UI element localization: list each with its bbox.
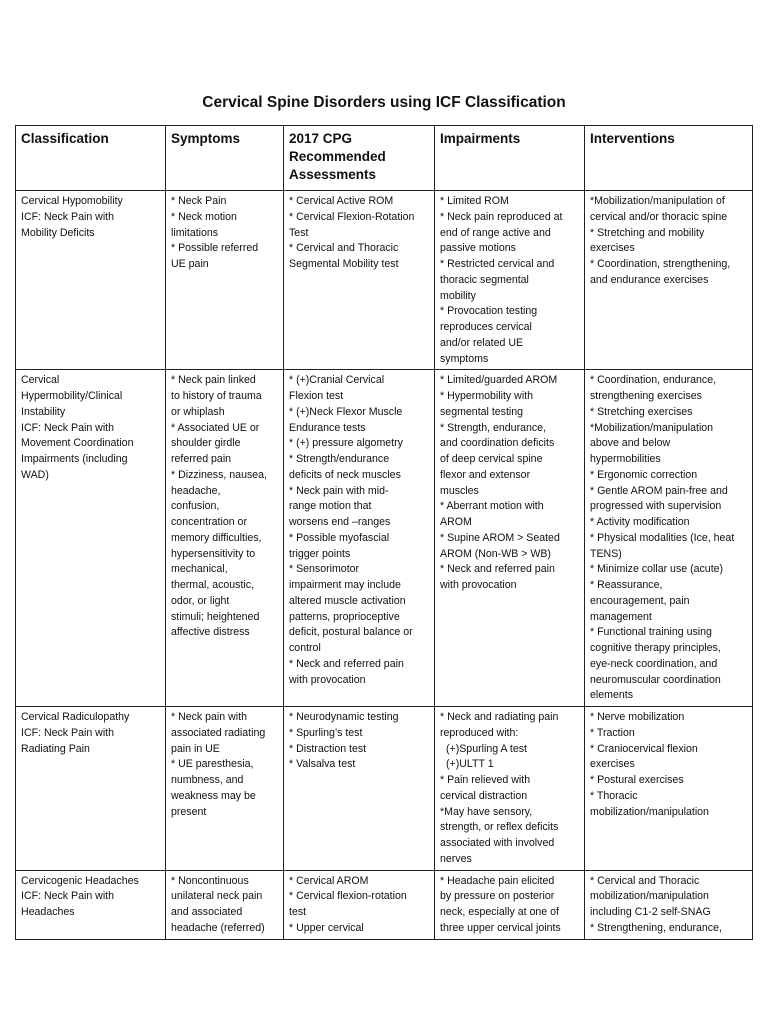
cell-line: Movement Coordination xyxy=(21,437,134,450)
cell-line: mechanical, xyxy=(171,563,228,576)
header-interventions xyxy=(585,126,753,191)
cell-line: strength, or reflex deficits xyxy=(440,821,559,834)
cell-line: * Functional training using xyxy=(590,626,712,639)
cell-line: * Restricted cervical and xyxy=(440,258,555,270)
cell-line: with provocation xyxy=(440,579,517,591)
header-classification xyxy=(16,126,166,191)
cell-line: concentration or xyxy=(171,516,247,528)
cell-line: * Cervical flexion-rotation xyxy=(289,890,407,903)
cell-line: * Limited ROM xyxy=(440,195,509,207)
header-line: Symptoms xyxy=(171,131,241,146)
cell-line: * Neck and referred pain xyxy=(440,563,555,576)
header-assessments xyxy=(284,126,435,191)
cell-line: UE pain xyxy=(171,258,209,270)
cell-line: to history of trauma xyxy=(171,390,262,402)
cell-interventions xyxy=(585,707,753,871)
cell-impairments xyxy=(435,191,585,370)
cell-interventions xyxy=(585,191,753,370)
cell-line: * Physical modalities (Ice, heat xyxy=(590,531,735,544)
cell-line: Cervical Radiculopathy xyxy=(21,711,130,723)
cell-line: mobilization/manipulation xyxy=(590,805,709,818)
cell-line: thoracic segmental xyxy=(440,273,529,286)
cell-line: associated radiating xyxy=(171,726,266,739)
cell-line: end of range active and xyxy=(440,226,551,239)
cell-line: memory difficulties, xyxy=(171,531,262,544)
cell-line: Hypermobility/Clinical xyxy=(21,390,123,402)
cell-line: Flexion test xyxy=(289,390,344,402)
cell-symptoms xyxy=(166,707,284,871)
cell-impairments xyxy=(435,707,585,871)
cell-line: progressed with supervision xyxy=(590,500,722,513)
cell-line: of deep cervical spine xyxy=(440,453,543,465)
cell-line: encouragement, pain xyxy=(590,594,690,607)
table-row xyxy=(16,191,753,370)
cell-line: * Distraction test xyxy=(289,742,367,755)
cell-line: Instability xyxy=(21,405,66,418)
cell-line: hypersensitivity to xyxy=(171,547,256,560)
cell-classification xyxy=(16,870,166,939)
cell-line: mobilization/manipulation xyxy=(590,890,709,903)
cell-line: pain in UE xyxy=(171,742,220,755)
cell-line: shoulder girdle xyxy=(171,437,241,450)
cell-line: and associated xyxy=(171,906,243,918)
cell-line: * Supine AROM > Seated xyxy=(440,531,560,544)
cell-classification xyxy=(16,707,166,871)
cell-line: including C1-2 self-SNAG xyxy=(590,906,711,918)
cell-line: management xyxy=(590,610,652,623)
cell-line: * Neck and radiating pain xyxy=(440,711,559,723)
cell-line: elements xyxy=(590,689,633,702)
cell-line: Cervical xyxy=(21,374,60,387)
header-line: Assessments xyxy=(289,167,377,182)
cell-line: * Neck and referred pain xyxy=(289,657,404,670)
cell-symptoms xyxy=(166,870,284,939)
cell-line: *Mobilization/manipulation xyxy=(590,421,714,434)
cell-assessments xyxy=(284,707,435,871)
cell-line: Headaches xyxy=(21,906,75,918)
cell-line: deficits of neck muscles xyxy=(289,468,401,481)
table-row xyxy=(16,870,753,939)
cell-line: neck, especially at one of xyxy=(440,906,559,918)
cell-line: Endurance tests xyxy=(289,421,366,434)
cell-line: * Gentle AROM pain-free and xyxy=(590,484,728,497)
cell-line: mobility xyxy=(440,289,476,302)
cell-line: Mobility Deficits xyxy=(21,226,95,239)
cell-line: * Reassurance, xyxy=(590,579,663,591)
cell-line: * Sensorimotor xyxy=(289,563,360,576)
cell-line: * Stretching and mobility xyxy=(590,226,705,239)
cell-line: reproduced with: xyxy=(440,726,519,739)
cell-line: * Neurodynamic testing xyxy=(289,711,399,723)
cell-line: * Traction xyxy=(590,726,635,739)
cell-line: *Mobilization/manipulation of xyxy=(590,195,725,207)
cell-line: * Pain relieved with xyxy=(440,774,531,786)
cell-line: numbness, and xyxy=(171,774,244,786)
cell-line: limitations xyxy=(171,226,219,239)
cell-line: * Limited/guarded AROM xyxy=(440,374,558,387)
cell-line: AROM (Non-WB > WB) xyxy=(440,547,551,560)
cell-line: segmental testing xyxy=(440,405,524,418)
cell-impairments xyxy=(435,870,585,939)
cell-line: patterns, proprioceptive xyxy=(289,610,400,623)
cell-line: headache (referred) xyxy=(171,921,265,934)
cell-line: ICF: Neck Pain with xyxy=(21,890,115,903)
cell-line: strengthening exercises xyxy=(590,390,702,402)
cell-line: Impairments (including xyxy=(21,453,128,465)
cell-line: test xyxy=(289,906,307,918)
cell-line: * Cervical and Thoracic xyxy=(289,242,399,255)
cell-line: ICF: Neck Pain with xyxy=(21,726,115,739)
cell-line: and/or related UE xyxy=(440,336,524,349)
cell-line: * Noncontinuous xyxy=(171,874,249,887)
cell-line: with provocation xyxy=(289,673,366,686)
table-header-row xyxy=(16,126,753,191)
cell-line: * Provocation testing xyxy=(440,305,538,318)
cell-interventions xyxy=(585,370,753,707)
cell-impairments xyxy=(435,370,585,707)
cell-assessments xyxy=(284,191,435,370)
header-line: Classification xyxy=(21,131,109,146)
header-line: 2017 CPG xyxy=(289,131,353,146)
table-row xyxy=(16,707,753,871)
cell-classification xyxy=(16,191,166,370)
cell-line: stimuli; heightened xyxy=(171,610,260,623)
cell-line: cervical and/or thoracic spine xyxy=(590,210,728,223)
cell-line: nerves xyxy=(440,852,472,865)
cell-line: symptoms xyxy=(440,352,489,365)
cell-line: ICF: Neck Pain with xyxy=(21,421,115,434)
cell-line: * UE paresthesia, xyxy=(171,758,254,771)
cell-line: * Possible myofascial xyxy=(289,531,390,544)
cell-line: * Spurling’s test xyxy=(289,726,363,739)
cell-line: Radiating Pain xyxy=(21,742,90,755)
cell-line: weakness may be xyxy=(171,789,256,802)
cell-line: * (+)Neck Flexor Muscle xyxy=(289,405,403,418)
cell-line: headache, xyxy=(171,484,221,497)
cell-line: muscles xyxy=(440,484,479,497)
cell-line: present xyxy=(171,805,207,818)
cell-line: * Cervical and Thoracic xyxy=(590,874,700,887)
cell-line: deficit, postural balance or xyxy=(289,626,413,639)
cell-line: odor, or light xyxy=(171,594,230,607)
cell-assessments xyxy=(284,370,435,707)
cell-line: affective distress xyxy=(171,626,250,639)
cell-line: * Cervical AROM xyxy=(289,874,369,887)
cell-line: * Cervical Active ROM xyxy=(289,195,394,207)
cell-line: * Cervical Flexion-Rotation xyxy=(289,210,415,223)
cell-line: confusion, xyxy=(171,500,220,513)
cell-line: * Neck pain reproduced at xyxy=(440,210,563,223)
cell-line: * Strength, endurance, xyxy=(440,421,547,434)
cell-line: exercises xyxy=(590,758,635,771)
cell-line: impairment may include xyxy=(289,579,401,591)
cell-line: neuromuscular coordination xyxy=(590,673,721,686)
cell-line: Cervical Hypomobility xyxy=(21,195,123,207)
cell-line: reproduces cervical xyxy=(440,321,532,333)
page-title: Cervical Spine Disorders using ICF Classification xyxy=(202,94,566,111)
cell-line: above and below xyxy=(590,437,671,450)
cell-line: worsens end –ranges xyxy=(289,516,391,528)
header-impairments xyxy=(435,126,585,191)
cell-line: * Nerve mobilization xyxy=(590,711,685,723)
cell-assessments xyxy=(284,870,435,939)
cell-line: * Neck motion xyxy=(171,210,237,223)
cell-line: * Neck pain with mid- xyxy=(289,484,389,497)
cell-line: * Neck pain linked xyxy=(171,374,256,387)
cell-line: * Minimize collar use (acute) xyxy=(590,563,724,576)
cell-line: passive motions xyxy=(440,242,516,255)
cell-line: * Coordination, strengthening, xyxy=(590,258,731,270)
cell-line: * Aberrant motion with xyxy=(440,500,544,513)
cell-line: * Valsalva test xyxy=(289,758,356,771)
cell-line: * Craniocervical flexion xyxy=(590,742,698,755)
cell-line: * Upper cervical xyxy=(289,921,364,934)
cell-line: * Neck pain with xyxy=(171,711,247,723)
cell-classification xyxy=(16,370,166,707)
cell-line: by pressure on posterior xyxy=(440,890,555,903)
cell-line: * Possible referred xyxy=(171,242,259,255)
cell-line: altered muscle activation xyxy=(289,594,406,607)
cell-line: (+)Spurling A test xyxy=(446,742,527,755)
cell-line: * Neck Pain xyxy=(171,195,227,207)
cell-line: * (+)Cranial Cervical xyxy=(289,374,385,387)
cell-symptoms xyxy=(166,191,284,370)
cell-line: cognitive therapy principles, xyxy=(590,642,721,654)
cell-line: and endurance exercises xyxy=(590,273,709,286)
cell-line: * Dizziness, nausea, xyxy=(171,468,267,481)
cell-symptoms xyxy=(166,370,284,707)
cell-line: hypermobilities xyxy=(590,453,661,465)
cell-line: * Associated UE or xyxy=(171,421,260,434)
cell-line: control xyxy=(289,642,321,654)
cell-line: trigger points xyxy=(289,547,351,560)
cell-line: * Activity modification xyxy=(590,516,690,528)
header-line: Impairments xyxy=(440,131,521,146)
cell-line: (+)ULTT 1 xyxy=(446,758,494,771)
cell-line: associated with involved xyxy=(440,837,555,849)
cell-line: * Postural exercises xyxy=(590,774,684,786)
cell-line: * Stretching exercises xyxy=(590,405,693,418)
header-symptoms xyxy=(166,126,284,191)
cell-line: eye-neck coordination, and xyxy=(590,657,718,670)
icf-classification-table xyxy=(15,125,753,940)
cell-line: * Ergonomic correction xyxy=(590,468,698,481)
cell-line: and coordination deficits xyxy=(440,437,555,450)
cell-line: or whiplash xyxy=(171,405,225,418)
cell-line: unilateral neck pain xyxy=(171,890,263,903)
cell-line: Cervicogenic Headaches xyxy=(21,874,139,887)
cell-line: thermal, acoustic, xyxy=(171,579,255,591)
cell-line: * Strengthening, endurance, xyxy=(590,921,722,934)
cell-line: three upper cervical joints xyxy=(440,921,561,934)
cell-line: TENS) xyxy=(590,547,622,560)
cell-interventions xyxy=(585,870,753,939)
header-line: Interventions xyxy=(590,131,675,146)
cell-line: Segmental Mobility test xyxy=(289,258,399,270)
cell-line: ICF: Neck Pain with xyxy=(21,210,115,223)
cell-line: flexor and extensor xyxy=(440,468,531,481)
cell-line: Test xyxy=(289,226,309,239)
cell-line: cervical distraction xyxy=(440,789,528,802)
cell-line: * Hypermobility with xyxy=(440,390,534,402)
cell-line: *May have sensory, xyxy=(440,805,533,818)
cell-line: * Thoracic xyxy=(590,789,638,802)
cell-line: * Coordination, endurance, xyxy=(590,374,717,387)
cell-line: * Headache pain elicited xyxy=(440,874,555,887)
header-line: Recommended xyxy=(289,149,386,164)
table-row xyxy=(16,370,753,707)
cell-line: WAD) xyxy=(21,468,49,481)
cell-line: * Strength/endurance xyxy=(289,453,390,465)
cell-line: AROM xyxy=(440,516,472,528)
cell-line: * (+) pressure algometry xyxy=(289,437,403,450)
cell-line: range motion that xyxy=(289,500,372,513)
table-body xyxy=(16,191,753,940)
cell-line: referred pain xyxy=(171,453,232,465)
cell-line: exercises xyxy=(590,242,635,255)
